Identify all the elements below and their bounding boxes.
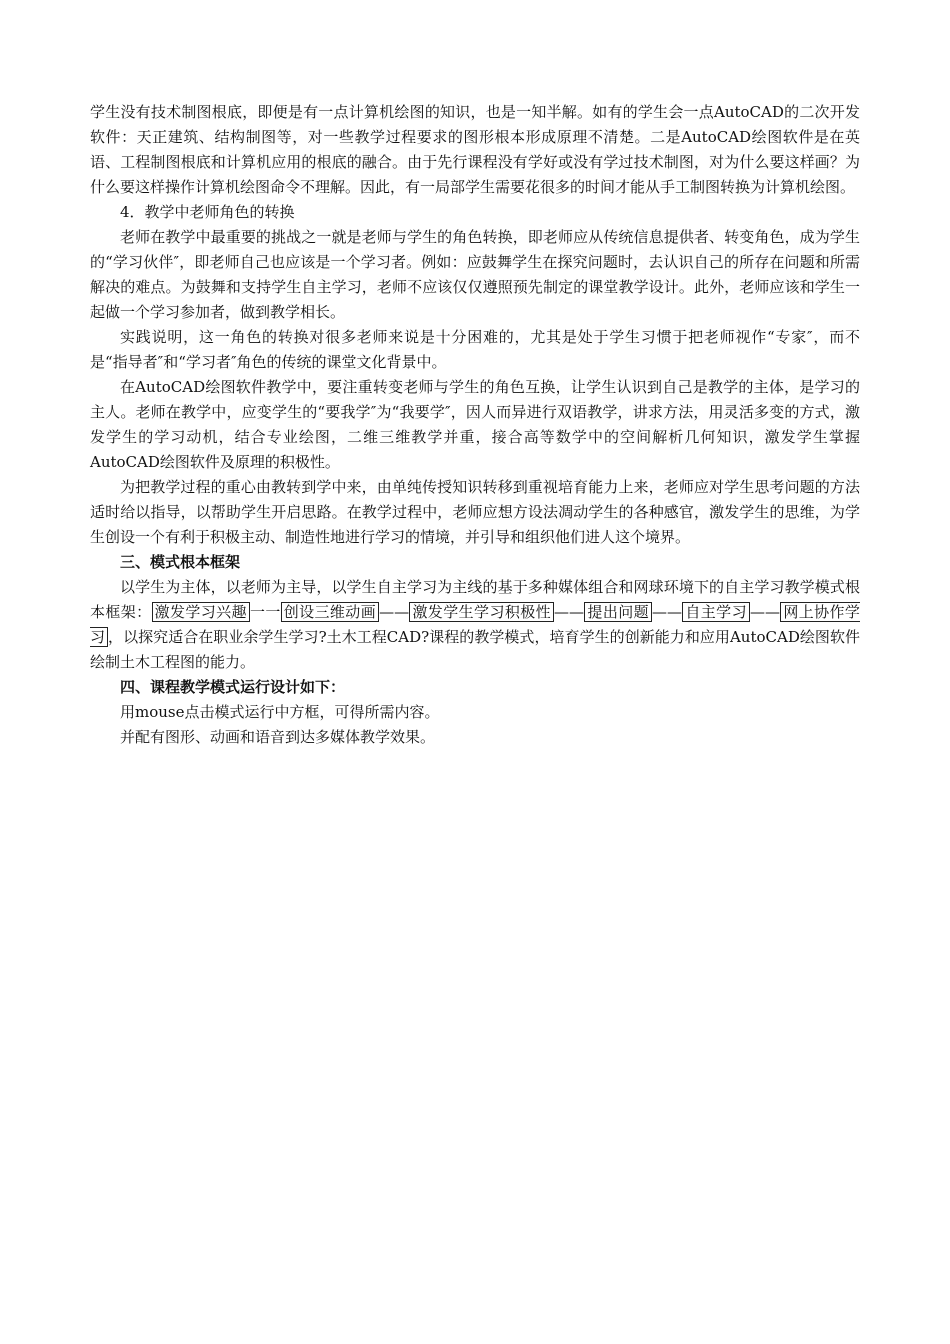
framework-separator: 一一 — [249, 603, 281, 621]
mouse-instruction: 用mouse点击模式运行中方框，可得所需内容。 — [120, 703, 440, 721]
role-paragraph-3: 在AutoCAD绘图软件教学中，要注重转变老师与学生的角色互换，让学生认识到自己是教学的主体，是学习的主人。老师在教学中，应变学生的“要我学″为“我要学″，因人而异进行双语教学，讲求方法，用灵活多变的方式，激发学生的学习动机，结合专业绘图，二维三维教学并重，接合高等数学中的空间解析几何知识，激发学生掌握AutoCAD绘图软件及原理的积极性。 — [90, 378, 860, 471]
framework-box-3d-animation[interactable]: 创设三维动画 — [281, 602, 379, 622]
framework-paragraph — [90, 575, 860, 675]
intro-paragraph: 学生没有技术制图根底，即便是有一点计算机绘图的知识，也是一知半解。如有的学生会一点AutoCAD的二次开发软件：天正建筑、结构制图等，对一些教学过程要求的图形根本形成原理不清楚。二是AutoCAD绘图软件是在英语、工程制图根底和计算机应用的根底的融合。由于先行课程没有学好或没有学过技术制图，对为什么要这样画？为什么要这样操作计算机绘图命令不理解。因此，有一局部学生需要花很多的时间才能从手工制图转换为计算机绘图。 — [90, 103, 860, 196]
document-body — [90, 100, 860, 750]
framework-separator: —— — [749, 603, 780, 621]
section-heading-framework: 三、模式根本框架 — [120, 553, 241, 571]
framework-box-ask-questions[interactable]: 提出问题 — [584, 602, 652, 622]
framework-outro: ，以探究适合在职业余学生学习?土木工程CAD?课程的教学模式，培育学生的创新能力和应用AutoCAD绘图软件绘制土木工程图的能力。 — [90, 628, 860, 671]
role-paragraph-1: 老师在教学中最重要的挑战之一就是老师与学生的角色转换，即老师应从传统信息提供者、转变角色，成为学生的“学习伙伴″，即老师自己也应该是一个学习者。例如：应鼓舞学生在探究问题时，去认识自己的所存在问题和所需解决的难点。为鼓舞和支持学生自主学习，老师不应该仅仅遵照预先制定的课堂教学设计。此外，老师应该和学生一起做一个学习参加者，做到教学相长。 — [90, 228, 860, 321]
section-heading-course-design: 四、课程教学模式运行设计如下： — [120, 678, 346, 696]
framework-box-self-study[interactable]: 自主学习 — [682, 602, 750, 622]
framework-box-interest[interactable]: 激发学习兴趣 — [152, 602, 250, 622]
section-heading-teacher-role: 4．教学中老师角色的转换 — [120, 203, 295, 221]
framework-separator: —— — [554, 603, 585, 621]
role-paragraph-2: 实践说明，这一角色的转换对很多老师来说是十分困难的，尤其是处于学生习惯于把老师视作“专家″，而不是“指导者″和“学习者″角色的传统的课堂文化背景中。 — [90, 328, 860, 371]
role-paragraph-4: 为把教学过程的重心由教转到学中来，由单纯传授知识转移到重视培育能力上来，老师应对学生思考问题的方法适时给以指导，以帮助学生开启思路。在教学过程中，老师应想方设法凋动学生的各种感官，激发学生的思维，为学生创设一个有利于积极主动、制造性地进行学习的情境，并引导和组织他们进人这个境界。 — [90, 478, 860, 546]
framework-intro: 以学生为主体，以老师为主导，以学生自主学习为主线的基于多种媒体组合和网球环境下的自主学习教学模式根本框架： — [90, 578, 860, 621]
framework-separator: —— — [652, 603, 682, 621]
framework-box-online-collaboration[interactable]: 网上协作学习 — [90, 603, 860, 646]
framework-box-motivation[interactable]: 激发学生学习积极性 — [409, 602, 554, 622]
framework-separator: —— — [379, 603, 410, 621]
multimedia-note: 并配有图形、动画和语音到达多媒体教学效果。 — [120, 728, 436, 746]
